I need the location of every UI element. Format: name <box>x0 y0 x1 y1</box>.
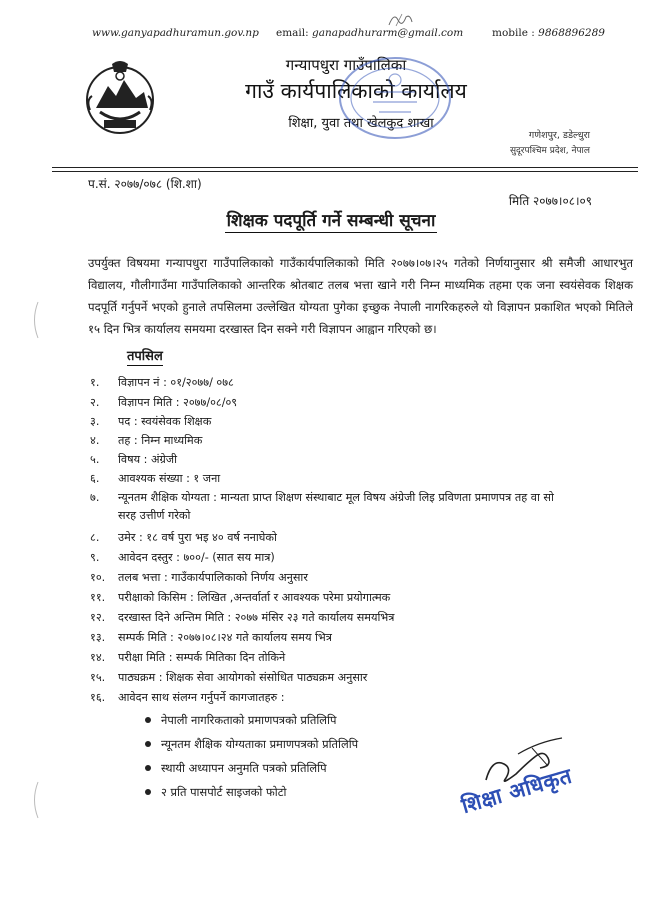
notice-date: मिति २०७७।०८।०९ <box>508 194 592 208</box>
pen-scribble-icon <box>386 8 416 30</box>
notice-body: उपर्युक्त विषयमा गन्यापधुरा गाउँपालिकाको गाउँकार्यपालिकाको मिति २०७७।०७।२५ गतेको निर्णयानुसार श्री समैजी आधारभुत विद्यालय, गौलीगाउँमा गाउँपालिकाको आन्तरिक श्रोतबाट तलब भत्ता खाने गरी निम्न माध्यमिक तहमा एक जना स्वयंसेवक शिक्षक पदपूर्ति गर्नुपर्ने भएको हुनाले तपसिलमा उल्लेखित योग्यता पुगेका इच्छुक नेपाली नागरिकहरुले यो विज्ञापन प्रकाशित भएको मितिले १५ दिन भित्र कार्यालय समयमा दरखास्त दिन सक्ने गरी विज्ञापन आह्वान गरिएको छ। <box>88 256 633 336</box>
email-label: email: <box>276 27 309 39</box>
notice-page: www.ganyapadhuramun.gov.np email: ganapadhurarm@gmail.com mobile : 9868896289 गन्यापधुरा गाउँपालिका गाउँ कार्यपालिकाको कार्यालय शिक्षा, युवा तथा खेलकुद शाखा गणेशपुर, डडेल्धुरा सुदूरपश्चिम प्रदेश, नेपाल प.सं. २०७७/०७८ (शि.शा) मिति २०७७।०८।०९ शिक्षक पदपूर्ति गर्ने सम्बन्धी सूचना उपर्युक्त विषयमा गन्यापधुरा गाउँपालिकाको गाउँकार्यपालिकाको मिति २०७७।०७।२५ गतेको निर्णयानुसार श्री समैजी आधारभुत विद्यालय, गौलीगाउँमा गाउँपालिकाको आन्तरिक श्रोतबाट तलब भत्ता खाने गरी निम्न माध्यमिक तहमा एक जना स्वयंसेवक शिक्षक पदपूर्ति गर्नुपर्ने भएको हुनाले तपसिलमा उल्लेखित योग्यता पुगेका इच्छुक नेपाली नागरिकहरुले यो विज्ञापन प्रकाशित भएको मितिले १५ दिन भित्र कार्यालय समयमा दरखास्त दिन सक्ने गरी विज्ञापन आह्वान गरिएको छ। तपसिल १. विज्ञापन नं : ०१/२०७७/ ०७८ २. विज्ञापन मिति : २०७७/०८/०९ ३. पद : स्वयंसेवक शिक्षक ४. तह : निम्न माध्यमिक ५. विषय : अंग्रेजी ६. आवश्यक संख्या : १ जना ७. न्यूनतम शैक्षिक योग्यता : मान्यता प्राप्त शिक्षण संस्थाबाट मूल विषय अंग्रेजी लिइ प्रविणता प्रमाणपत्र तह वा सो सरह उत्तीर्ण गरेको ८. उमेर : १८ वर्ष पुरा भइ ४० वर्ष ननाघेको ९. आवेदन दस्तुर : ७००/- (सात सय मात्र) १०. तलब भत्ता : गाउँकार्यपालिकाको निर्णय अनुसार ११. परीक्षाको किसिम : लिखित ,अन्तर्वार्ता र आवश्यक परेमा प्रयोगात्मक १२. दरखास्त दिने अन्तिम मिति : २०७७ मंसिर २३ गते कार्यालय समयभित्र १३. सम्पर्क मिति : २०७७।०८।२४ गते कार्यालय समय भित्र १४. परीक्षा मिति : सम्पर्क मितिका दिन तोकिने १५. पाठ्यक्रम : शिक्षक सेवा आयोगको संसोधित पाठ्यक्रम अनुसार १६. आवेदन साथ संलग्न गर्नुपर्ने कागजातहरु : नेपाली नागरिकताको प्रमाणपत्रको प्रतिलिपि न्यूनतम शैक्षिक योग्यताका प्रमाणपत्रको प्रतिलिपि स्थायी अध्यापन अनुमति पत्रको प्रतिलिपि २ प्रति पासपोर्ट साइजको फोटो शिक्षा अधिकृत <box>0 0 662 910</box>
mobile-label: mobile : <box>492 27 535 39</box>
header-divider <box>52 167 638 168</box>
officer-stamp: शिक्षा अधिकृत <box>458 763 575 819</box>
email-value: ganapadhurarm@gmail.com <box>312 27 464 39</box>
header-divider-thin <box>52 171 638 172</box>
office-seal-stamp <box>335 52 455 144</box>
bullet-icon <box>145 717 151 723</box>
bullet-icon <box>145 789 151 795</box>
section-name: शिक्षा, युवा तथा खेलकुद शाखा <box>288 116 434 131</box>
attachment-item: स्थायी अध्यापन अनुमति पत्रको प्रतिलिपि <box>145 761 327 776</box>
municipality-name: गन्यापधुरा गाउँपालिका <box>285 56 407 74</box>
office-name: गाउँ कार्यपालिकाको कार्यालय <box>245 79 467 103</box>
margin-mark-icon <box>30 300 40 340</box>
attachment-item: २ प्रति पासपोर्ट साइजको फोटो <box>145 785 286 800</box>
website-text: www.ganyapadhuramun.gov.np <box>92 27 259 39</box>
email-text <box>276 27 463 39</box>
address-line-2: सुदूरपश्चिम प्रदेश, नेपाल <box>509 146 590 156</box>
bullet-icon <box>145 741 151 747</box>
subject-title: शिक्षक पदपूर्ति गर्ने सम्बन्धी सूचना <box>226 211 436 231</box>
margin-mark-icon <box>30 780 40 820</box>
bullet-icon <box>145 765 151 771</box>
notice-subject <box>0 208 662 231</box>
reference-number: प.सं. २०७७/०७८ (शि.शा) <box>88 177 202 191</box>
mobile-value: 9868896289 <box>538 27 605 39</box>
address-line-1: गणेशपुर, डडेल्धुरा <box>528 130 590 141</box>
attachment-item: नेपाली नागरिकताको प्रमाणपत्रको प्रतिलिपि <box>145 713 336 728</box>
attachment-item: न्यूनतम शैक्षिक योग्यताका प्रमाणपत्रको प्रतिलिपि <box>145 737 358 752</box>
details-heading: तपसिल <box>127 346 163 366</box>
mobile-text <box>492 27 605 39</box>
